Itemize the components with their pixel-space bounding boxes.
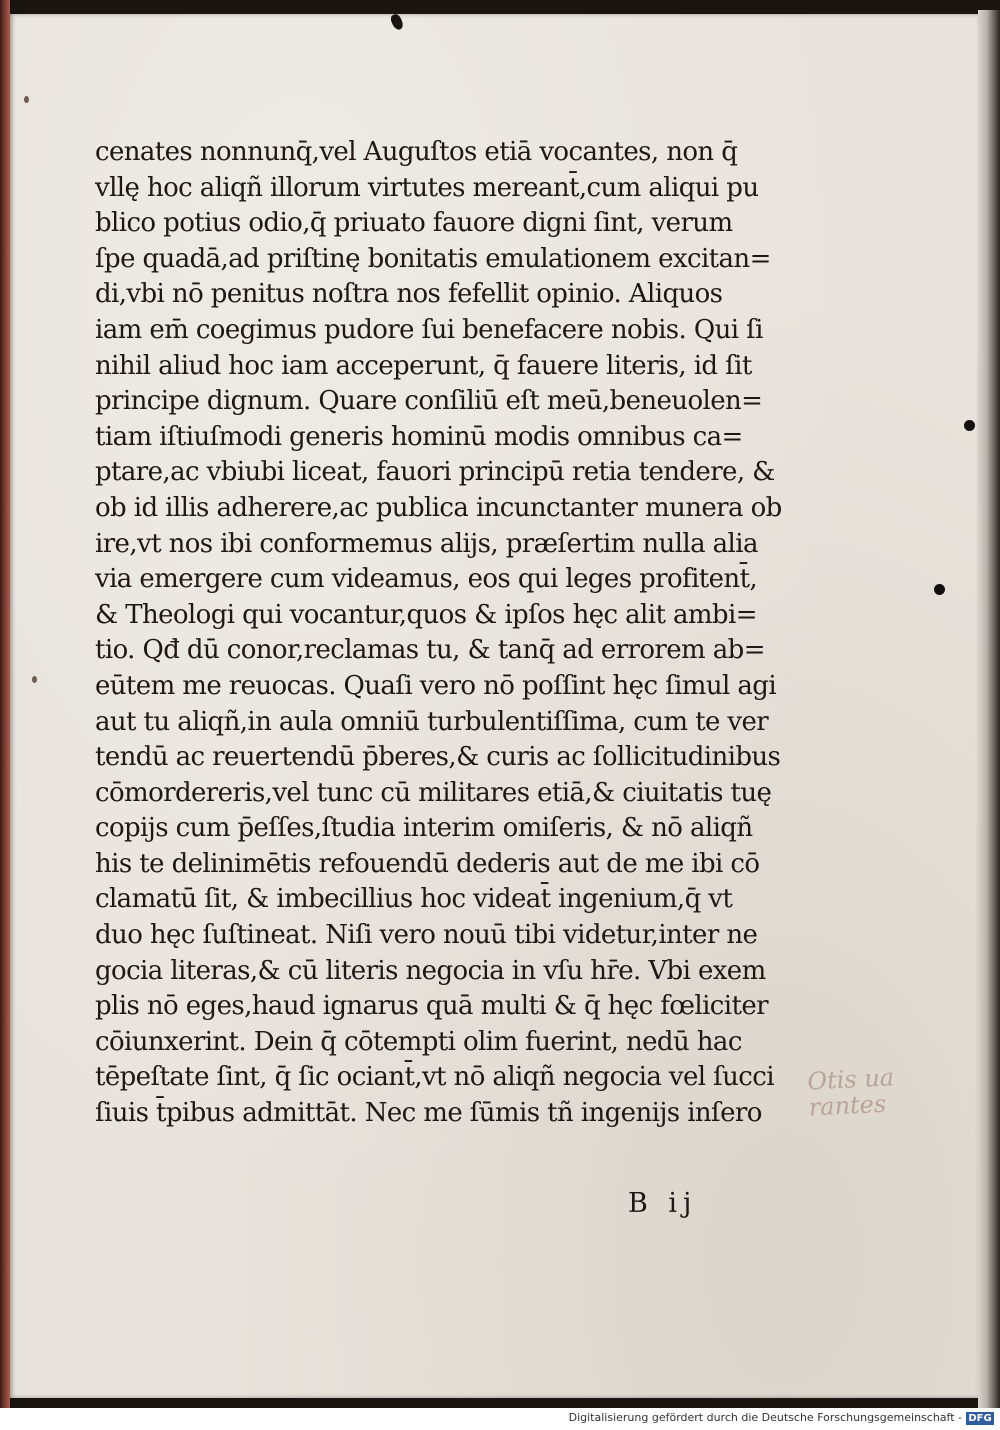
- text-line: ſpe quadā,ad priſtinę bonitatis emulationem excitan=: [95, 243, 771, 274]
- text-line: clamatū ſit, & imbecillius hoc videat̄ ingenium,q̄ vt: [95, 884, 733, 915]
- text-line: cōmordereris,vel tunc cū militares etiā,& ciuitatis tuę: [95, 777, 772, 808]
- page-speck-left-mid: [32, 676, 37, 683]
- text-line: & Theologi qui vocantur,quos & ipſos hęc alit ambi=: [95, 599, 757, 630]
- text-line: tiam iſtiuſmodi generis hominū modis omnibus ca=: [95, 421, 743, 452]
- margin-dot-upper: [964, 420, 975, 431]
- text-line: tēpeſtate ſint, q̄ ſic ociant̄,vt nō aliqñ negocia vel ſucci: [95, 1062, 774, 1093]
- margin-dot-lower: [934, 584, 945, 595]
- main-text-block: [95, 135, 815, 1132]
- text-line: copijs cum p̄eſſes,ſtudia interim omiſeris, & nō aliqñ: [95, 813, 753, 844]
- dfg-logo[interactable]: DFG: [966, 1412, 994, 1425]
- footer-bar: [0, 1408, 1000, 1430]
- text-line: ptare,ac vbiubi liceat, fauori principū retia tendere, &: [95, 457, 775, 488]
- text-line: principe dignum. Quare conſiliū eſt meū,beneuolen=: [95, 386, 763, 417]
- text-line: gocia literas,& cū literis negocia in vſu hr̄e. Vbi exem: [95, 955, 766, 986]
- digitization-credit: Digitalisierung gefördert durch die Deutsche Forschungsgemeinschaft -: [568, 1411, 962, 1424]
- text-line: plis nō eges,haud ignarus quā multi & q̄ hęc fœliciter: [95, 991, 768, 1022]
- text-line: via emergere cum videamus, eos qui leges profitent̄,: [95, 564, 758, 595]
- text-line: di,vbi nō penitus noſtra nos fefellit opinio. Aliquos: [95, 279, 723, 310]
- text-line: nihil aliud hoc iam acceperunt, q̄ fauere literis, id ſit: [95, 350, 752, 381]
- text-line: ire,vt nos ibi conformemus alijs, præſertim nulla alia: [95, 528, 758, 559]
- text-line: his te delinimētis refouendū dederis aut de me ibi cō: [95, 848, 760, 879]
- text-line: blico potius odio,q̄ priuato fauore digni ſint, verum: [95, 208, 733, 239]
- text-line: ob id illis adherere,ac publica incunctanter munera ob: [95, 492, 782, 523]
- text-line: cōiunxerint. Dein q̄ cōtempti olim fuerint, nedū hac: [95, 1026, 742, 1057]
- text-line: cenates nonnunq̄,vel Auguſtos etiā vocantes, non q̄: [95, 137, 738, 167]
- signature-mark: B ij: [628, 1188, 698, 1219]
- text-line: tio. Qđ dū conor,reclamas tu, & tanq̄ ad errorem ab=: [95, 635, 765, 666]
- text-line: vllę hoc aliqñ illorum virtutes mereant̄,cum aliqui pu: [95, 172, 759, 203]
- book-edge-left: [0, 0, 10, 1408]
- text-line: eūtem me reuocas. Quaſi vero nō poſſint hęc ſimul agi: [95, 670, 777, 701]
- text-line: iam em̄ coegimus pudore ſui benefacere nobis. Qui ſi: [95, 314, 763, 345]
- book-edge-right: [978, 10, 1000, 1408]
- page-speck-left-top: [24, 96, 29, 103]
- handwritten-marginalia: Otis ua rantes: [806, 1063, 895, 1122]
- text-line: duo hęc ſuſtineat. Niſi vero nouū tibi videtur,inter ne: [95, 920, 758, 951]
- text-line: aut tu aliqñ,in aula omniū turbulentiſſima, cum te ver: [95, 706, 769, 737]
- text-line: tendū ac reuertendū p̄beres,& curis ac ſollicitudinibus: [95, 742, 781, 773]
- text-line: ſiuis t̄pibus admittāt. Nec me ſūmis tñ ingenijs inſero: [95, 1098, 762, 1129]
